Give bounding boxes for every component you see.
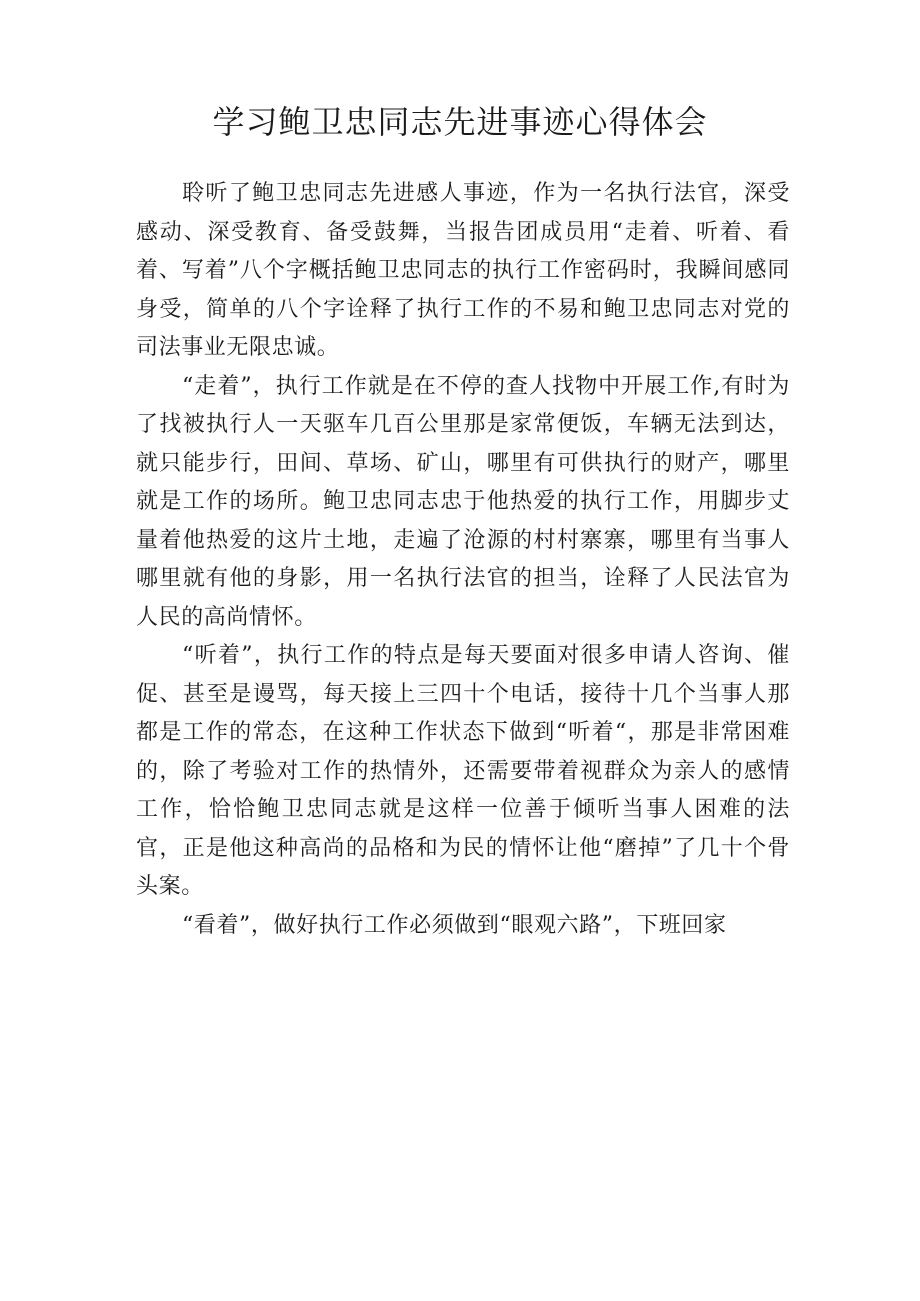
paragraph-walking: “走着”，执行工作就是在不停的查人找物中开展工作,有时为了找被执行人一天驱车几百公里那是家常便饭，车辆无法到达，就只能步行，田间、草场、矿山，哪里有可供执行的财产，哪里就是工作的场所。鲍卫忠同志忠于他热爱的执行工作，用脚步丈量着他热爱的这片土地，走遍了沧源的村村寨寨，哪里有当事人哪里就有他的身影，用一名执行法官的担当，诠释了人民法官为人民的高尚情怀。 [136,373,790,630]
paragraph-intro: 聆听了鲍卫忠同志先进感人事迹，作为一名执行法官，深受感动、深受教育、备受鼓舞，当报告团成员用“走着、听着、看着、写着”八个字概括鲍卫忠同志的执行工作密码时，我瞬间感同身受，简单的八个字诠释了执行工作的不易和鲍卫忠同志对党的司法事业无限忠诚。 [136,181,790,360]
paragraph-watching: “看着”，做好执行工作必须做到“眼观六路”，下班回家 [182,912,727,938]
document-title: 学习鲍卫忠同志先进事迹心得体会 [212,103,708,141]
paragraph-listening: “听着”，执行工作的特点是每天要面对很多申请人咨询、催促、甚至是谩骂，每天接上三四十个电话，接待十几个当事人那都是工作的常态，在这种工作状态下做到“听着“，那是非常困难的，除了考验对工作的热情外，还需要带着视群众为亲人的感情工作，恰恰鲍卫忠同志就是这样一位善于倾听当事人困难的法官，正是他这种高尚的品格和为民的情怀让他“磨掉”了几十个骨头案。 [136,643,790,899]
document-body [136,175,790,945]
